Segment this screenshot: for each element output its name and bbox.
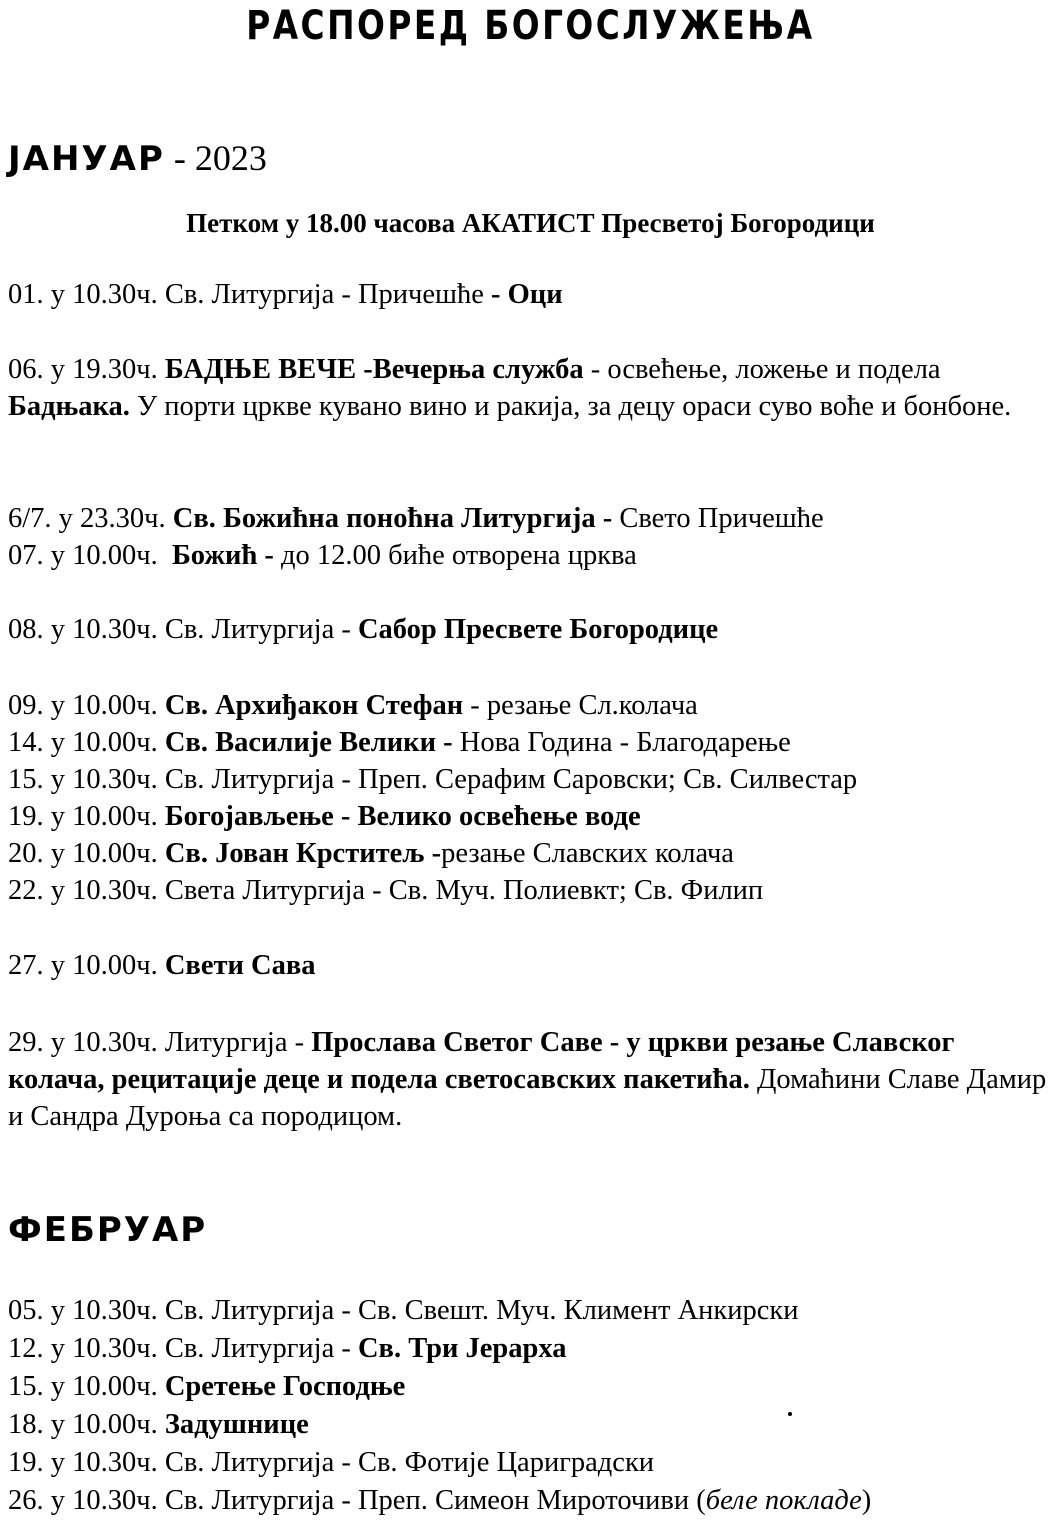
entry-text: 12. у 10.30ч. Св. Литургија - <box>8 1333 358 1364</box>
entry-highlight: Св. Јован Крститељ - <box>164 838 442 869</box>
entry-highlight: Прослава Светог Саве - у цркви резање Славског колача, рецитације деце и подела светосавских пакетића. <box>8 1027 955 1095</box>
schedule-entry <box>8 872 1053 909</box>
schedule-entry <box>8 1482 1053 1519</box>
entry-text: 26. у 10.30ч. Св. Литургија - Преп. Симеон Мироточиви ( <box>8 1485 706 1516</box>
schedule-entry <box>8 351 1053 425</box>
schedule-entry <box>8 1024 1053 1135</box>
entry-text: 15. у 10.00ч. <box>8 1371 165 1402</box>
schedule-entry <box>8 761 1053 798</box>
month-separator: - <box>164 138 195 178</box>
month-heading-january <box>8 140 267 178</box>
entry-highlight: Св. Архиђакон Стефан <box>164 690 464 721</box>
entry-highlight: Сретење Господње <box>164 1371 406 1402</box>
entry-text: 01. у 10.30ч. Св. Литургија - Причешће <box>8 279 491 310</box>
month-name: ЈАНУАР <box>8 139 165 179</box>
schedule-entry <box>8 687 1053 724</box>
entry-text: 07. у 10.00ч. <box>8 540 172 571</box>
entry-text: 27. у 10.00ч. <box>8 950 165 981</box>
month-heading-february: ФЕБРУАР <box>8 1210 208 1250</box>
entry-text: 29. у 10.30ч. Литургија - <box>8 1027 312 1058</box>
entry-highlight: Задушнице <box>164 1409 309 1440</box>
schedule-entry <box>8 1444 1053 1481</box>
entry-text: Домаћини Славе Дамир и Сандра Дуроња са породицом. <box>8 1064 1047 1132</box>
entry-text: 18. у 10.00ч. <box>8 1409 165 1440</box>
entry-highlight: Св. Василије Велики - <box>164 727 453 758</box>
schedule-entry <box>8 1406 1053 1443</box>
entry-highlight: Божић - <box>171 540 274 571</box>
entry-text: У порти цркве кувано вино и ракија, за децу ораси суво воће и бонбоне. <box>129 391 1012 422</box>
entry-text: 05. у 10.30ч. Св. Литургија - Св. Свешт. Муч. Климент Анкирски <box>8 1295 799 1326</box>
entry-text: 06. у 19.30ч. <box>8 354 165 385</box>
entry-highlight: Св. Божићна поноћна Литургија - <box>172 503 613 534</box>
entry-highlight: Сабор Пресвете Богородице <box>357 614 719 645</box>
page-title: РАСПОРЕД БОГОСЛУЖЕЊА <box>246 3 815 49</box>
entry-italic: беле покладе <box>705 1485 862 1516</box>
entry-text: 19. у 10.00ч. <box>8 801 165 832</box>
entry-highlight: Свети Сава <box>164 950 316 981</box>
entry-highlight: БАДЊЕ ВЕЧЕ -Вечерња служба <box>164 354 584 385</box>
schedule-entry <box>8 500 1053 537</box>
entry-highlight: Св. Три Јерарха <box>357 1333 567 1364</box>
schedule-entry <box>8 276 1053 313</box>
entry-text: Свето Причешће <box>612 503 824 534</box>
entry-text: до 12.00 биће отворена црква <box>273 540 637 571</box>
schedule-entry <box>8 537 1053 574</box>
schedule-entry <box>8 724 1053 761</box>
entry-highlight: Богојављење - Велико освећење воде <box>164 801 641 832</box>
entry-text: 22. у 10.30ч. Света Литургија - Св. Муч. Полиевкт; Св. Филип <box>8 875 764 906</box>
entry-text: 15. у 10.30ч. Св. Литургија - Преп. Серафим Саровски; Св. Силвестар <box>8 764 858 795</box>
entry-text: - резање Сл.колача <box>463 690 698 721</box>
entry-text: ) <box>861 1485 872 1516</box>
entry-highlight: - Оци <box>491 279 563 310</box>
akathist-note: Петком у 18.00 часова АКАТИСТ Пресветој Богородици <box>186 208 875 238</box>
entry-text: 08. у 10.30ч. Св. Литургија - <box>8 614 358 645</box>
entry-text: 19. у 10.30ч. Св. Литургија - Св. Фотије Цариградски <box>8 1447 655 1478</box>
schedule-entry <box>8 835 1053 872</box>
schedule-entry <box>8 1292 1053 1329</box>
schedule-entry <box>8 798 1053 835</box>
entry-text: 6/7. у 23.30ч. <box>8 503 173 534</box>
entry-text: 09. у 10.00ч. <box>8 690 165 721</box>
entry-text: Нова Година - Благодарење <box>452 727 791 758</box>
entry-text: 14. у 10.00ч. <box>8 727 165 758</box>
scan-speck <box>788 1412 792 1416</box>
entry-text: 20. у 10.00ч. <box>8 838 165 869</box>
entry-highlight: Бадњака. <box>8 391 130 422</box>
schedule-entry <box>8 947 1053 984</box>
month-year: 2023 <box>194 138 267 178</box>
entry-text: резање Славских колача <box>441 838 734 869</box>
schedule-entry <box>8 1368 1053 1405</box>
schedule-entry <box>8 611 1053 648</box>
schedule-entry <box>8 1330 1053 1367</box>
entry-text: - освећење, ложење и подела <box>583 354 941 385</box>
